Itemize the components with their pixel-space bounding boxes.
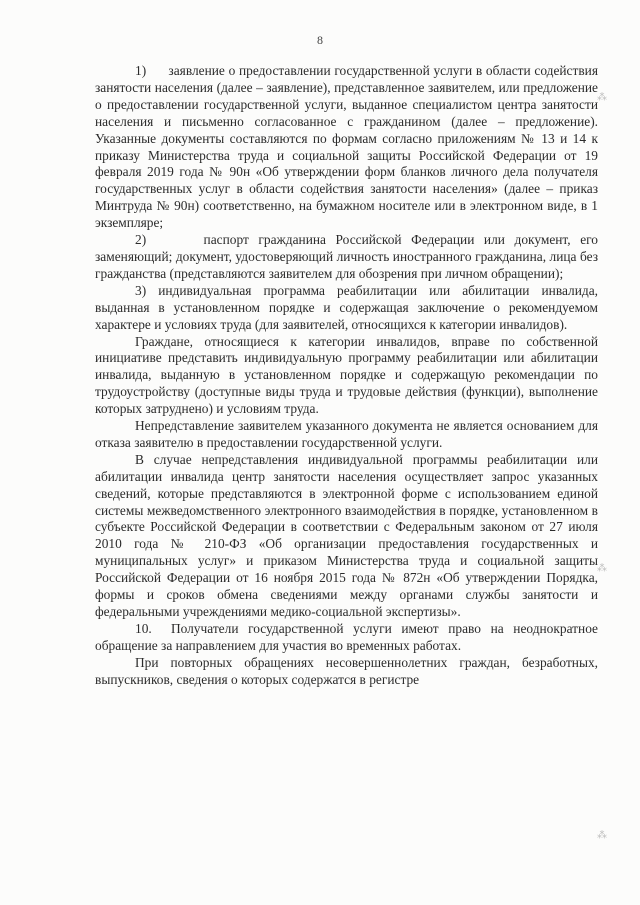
paragraph-item-1-application: 1) заявление о предоставлении государственной услуги в области содействия занятости населения (далее – заявление), представленное заявителем, или предложение о предоставлении государственной услуги, выданное специалистом центра занятости населения и письменно согласованное с гражданином (далее – предложение). Указанные документы составляются по формам согласно приложениям № 13 и 14 к приказу Министерства труда и социальной защиты Российской Федерации от 19 февраля 2019 года № 90н «Об утверждении форм бланков личного дела получателя государственных услуг в области содействия занятости населения» (далее – приказ Минтруда № 90н) соответственно, на бумажном носителе или в электронном виде, в 1 экземпляре; [95,63,598,231]
paragraph-non-submission: Непредставление заявителем указанного документа не является основанием для отказа заявителю в предоставлении государственной услуги. [95,418,598,450]
paragraph-repeated-requests: При повторных обращениях несовершеннолетних граждан, безработных, выпускников, сведения о которых содержатся в регистре [95,654,598,687]
paragraph-interagency-request: В случае непредставления индивидуальной программы реабилитации или абилитации инвалида центр занятости населения осуществляет запрос указанных сведений, которые представляются в электронной форме с использованием единой системы межведомственного электронного взаимодействия в порядке, установленном в субъекте Российской Федерации в соответствии с Федеральным законом от 27 июля 2010 года № 210-ФЗ «Об организации предоставления государственных и муниципальных услуг» и приказом Министерства труда и социальной защиты Российской Федерации от 16 ноября 2015 года № 872н «Об утверждении Порядка, формы и сроков обмена сведениями между органами службы занятости и федеральными учреждениями медико-социальной экспертизы». [95,451,598,619]
scan-mark-icon: ⁂ [597,563,606,574]
paragraph-disabled-citizens: Граждане, относящиеся к категории инвалидов, вправе по собственной инициативе представить индивидуальную программу реабилитации или абилитации инвалида, выданную в установленном порядке и содержащую рекомендации по трудоустройству (доступные виды труда и трудовые действия (функции), выполнение которых затруднено) и условиям труда. [95,333,598,417]
scan-mark-icon: ⁂ [597,830,606,841]
paragraph-item-2-passport: 2) паспорт гражданина Российской Федерации или документ, его заменяющий; документ, удостоверяющий личность иностранного гражданина, лица без гражданства (представляются заявителем для обозрения при личном обращении); [95,232,598,281]
scan-mark-icon: ⁂ [597,92,606,103]
paragraph-item-3-rehabilitation-program: 3) индивидуальная программа реабилитации или абилитации инвалида, выданная в установленном порядке и содержащая заключение о рекомендуемом характере и условиях труда (для заявителей, относящихся к категории инвалидов). [95,282,598,332]
page-number: 8 [317,33,323,47]
paragraph-section-10: 10. Получатели государственной услуги имеют право на неоднократное обращение за направлением для участия во временных работах. [95,620,598,653]
document-body [95,63,598,689]
